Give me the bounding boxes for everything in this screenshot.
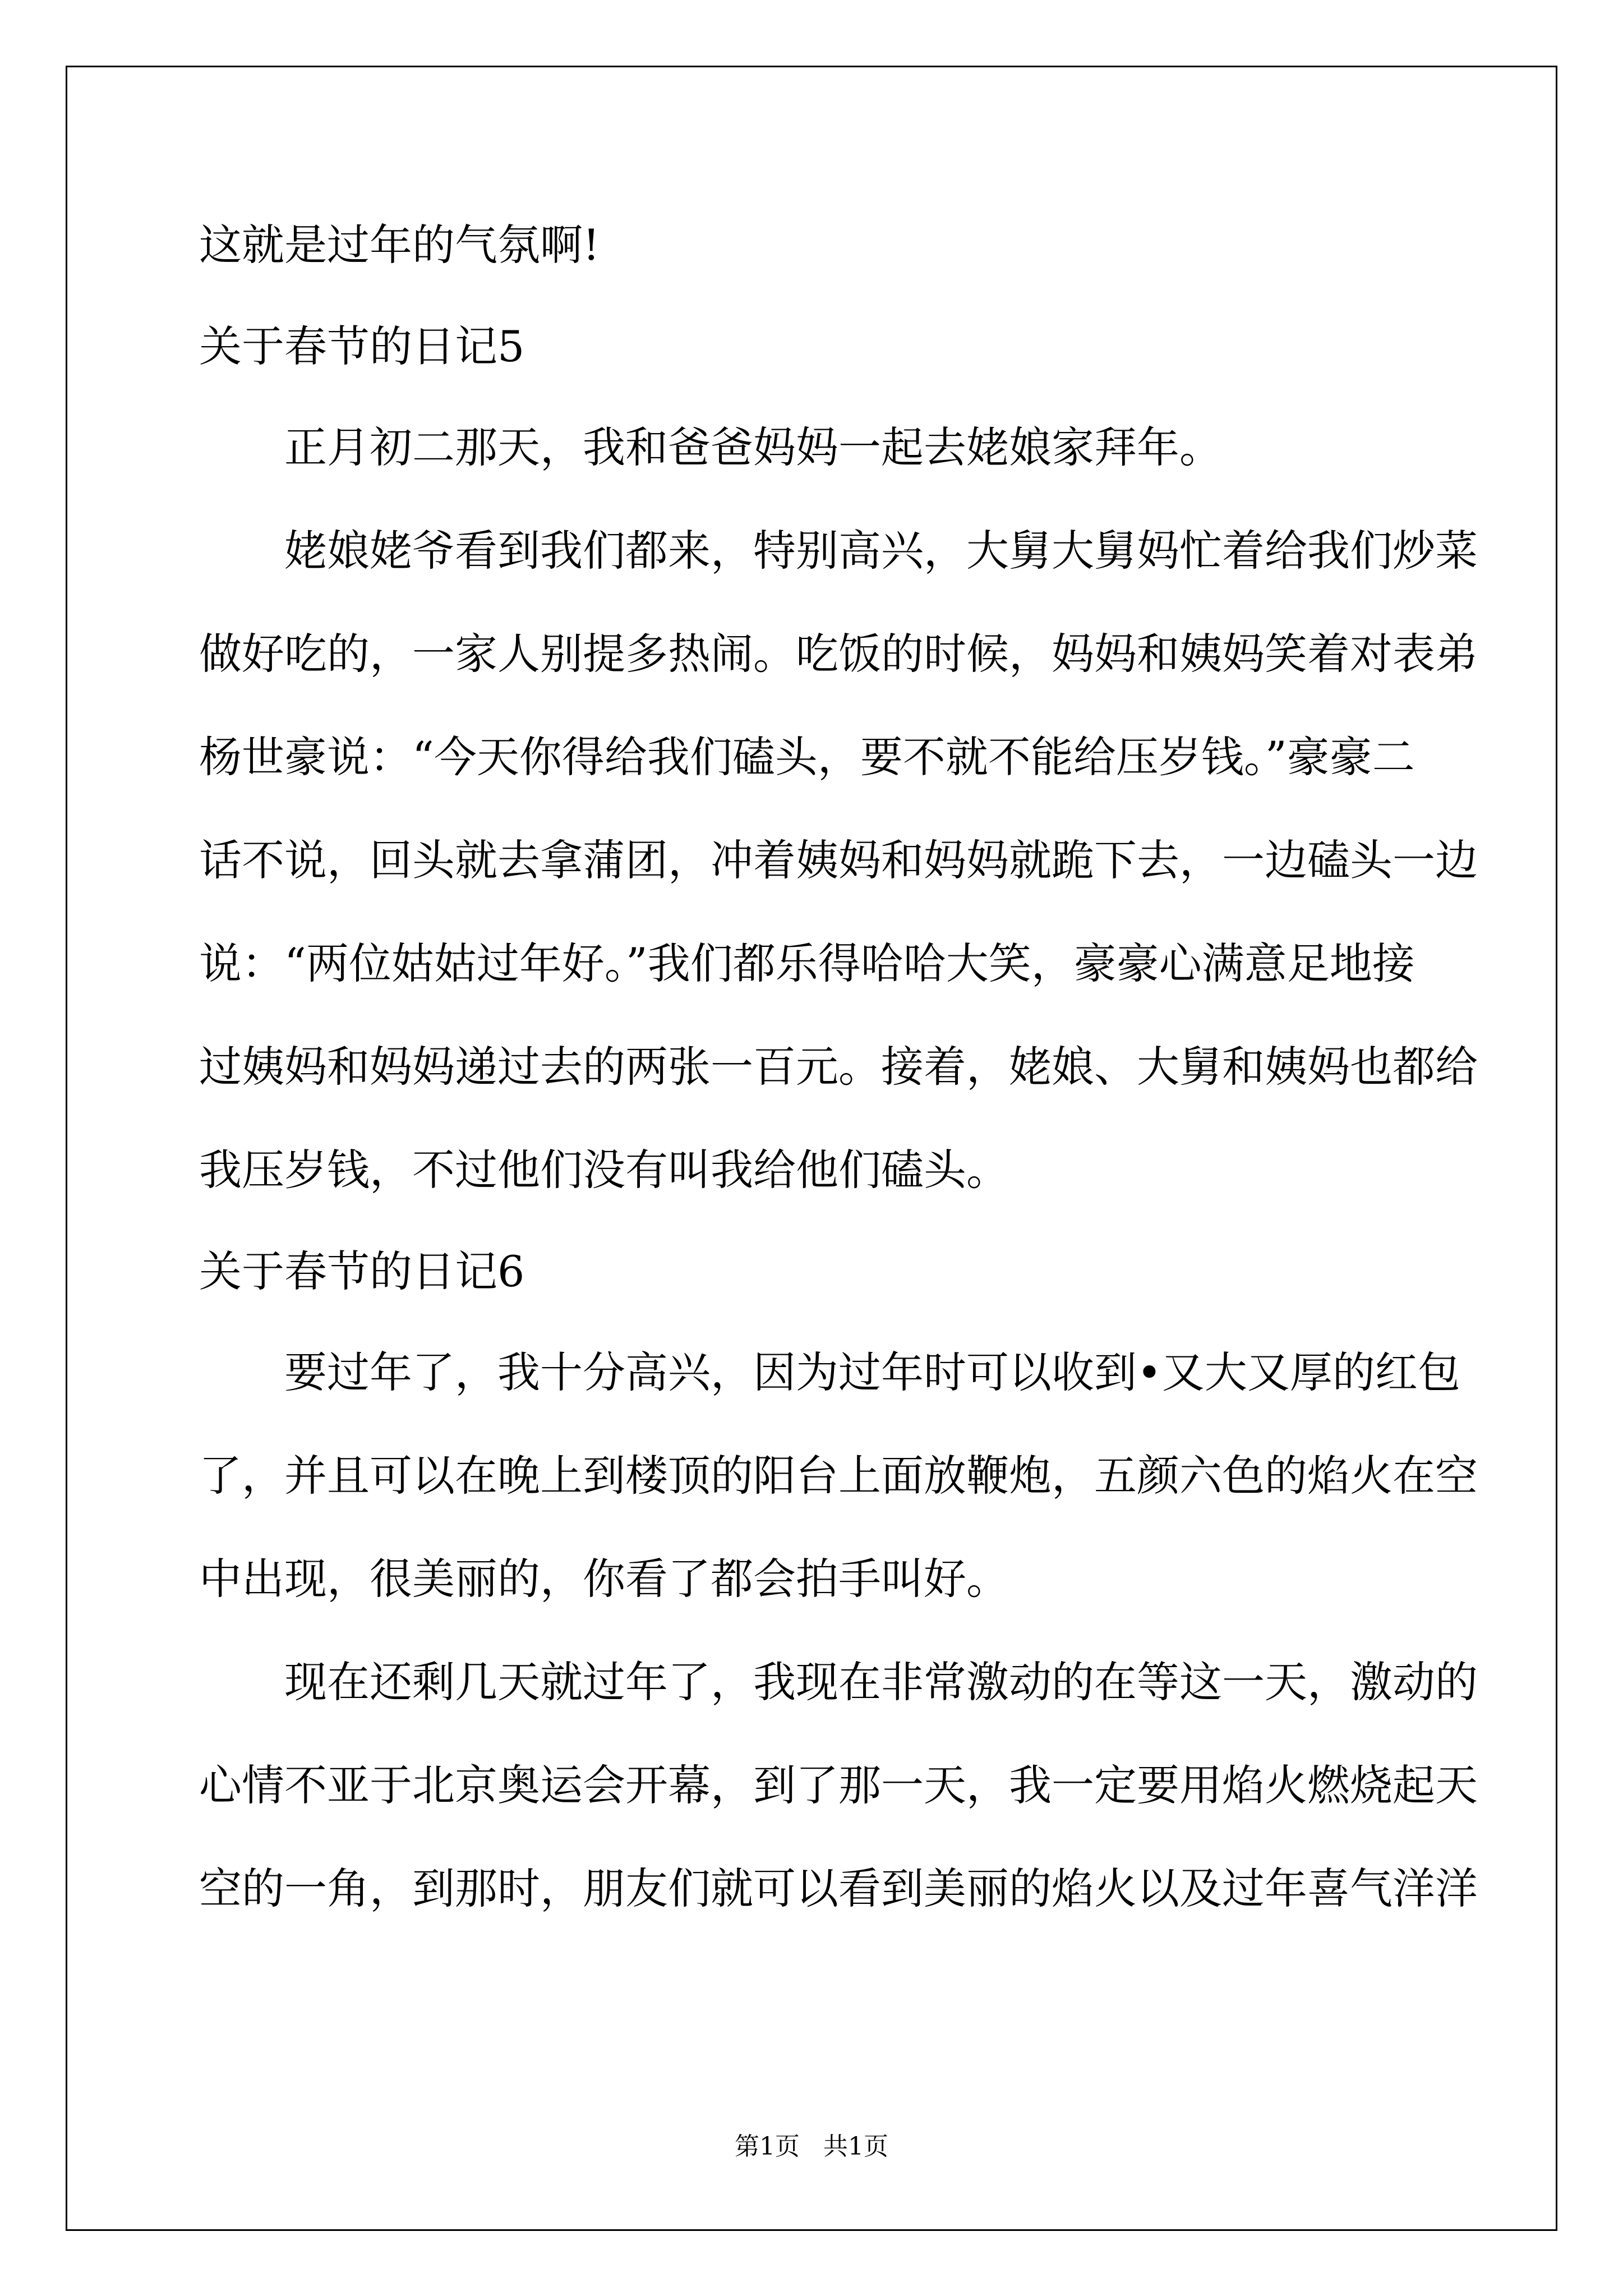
text-line: 说：“两位姑姑过年好。”我们都乐得哈哈大笑，豪豪心满意足地接 (199, 938, 1415, 988)
text-line: 中出现，很美丽的，你看了都会拍手叫好。 (199, 1554, 1009, 1604)
text-line: 这就是过年的气氛啊! (199, 220, 600, 270)
text-line: 话不说，回头就去拿蒲团，冲着姨妈和妈妈就跪下去，一边磕头一边 (199, 835, 1478, 885)
text-line: 心情不亚于北京奥运会开幕，到了那一天，我一定要用焰火燃烧起天 (199, 1760, 1478, 1810)
text-line: 空的一角，到那时，朋友们就可以看到美丽的焰火以及过年喜气洋洋 (199, 1864, 1478, 1913)
text-line: 姥娘姥爷看到我们都来，特别高兴，大舅大舅妈忙着给我们炒菜 (284, 526, 1478, 576)
text-line: 现在还剩几天就过年了，我现在非常激动的在等这一天，激动的 (284, 1657, 1478, 1707)
text-line: 杨世豪说：“今天你得给我们磕头，要不就不能给压岁钱。”豪豪二 (199, 732, 1415, 782)
text-line: 过姨妈和妈妈递过去的两张一百元。接着，姥娘、大舅和姨妈也都给 (199, 1042, 1478, 1092)
text-line: 我压岁钱，不过他们没有叫我给他们磕头。 (199, 1145, 1009, 1195)
section-heading: 关于春节的日记6 (199, 1246, 525, 1296)
text-line: 正月初二那天，我和爸爸妈妈一起去姥娘家拜年。 (284, 422, 1222, 472)
page-footer: 第1页 共1页 (735, 2132, 888, 2161)
document-body (199, 194, 1478, 1940)
text-line: 了，并且可以在晚上到楼顶的阳台上面放鞭炮，五颜六色的焰火在空 (199, 1451, 1478, 1501)
text-line: 要过年了，我十分高兴，因为过年时可以收到•又大又厚的红包 (284, 1347, 1460, 1397)
text-line: 做好吃的，一家人别提多热闹。吃饭的时候，妈妈和姨妈笑着对表弟 (199, 629, 1478, 679)
section-heading: 关于春节的日记5 (199, 321, 525, 371)
